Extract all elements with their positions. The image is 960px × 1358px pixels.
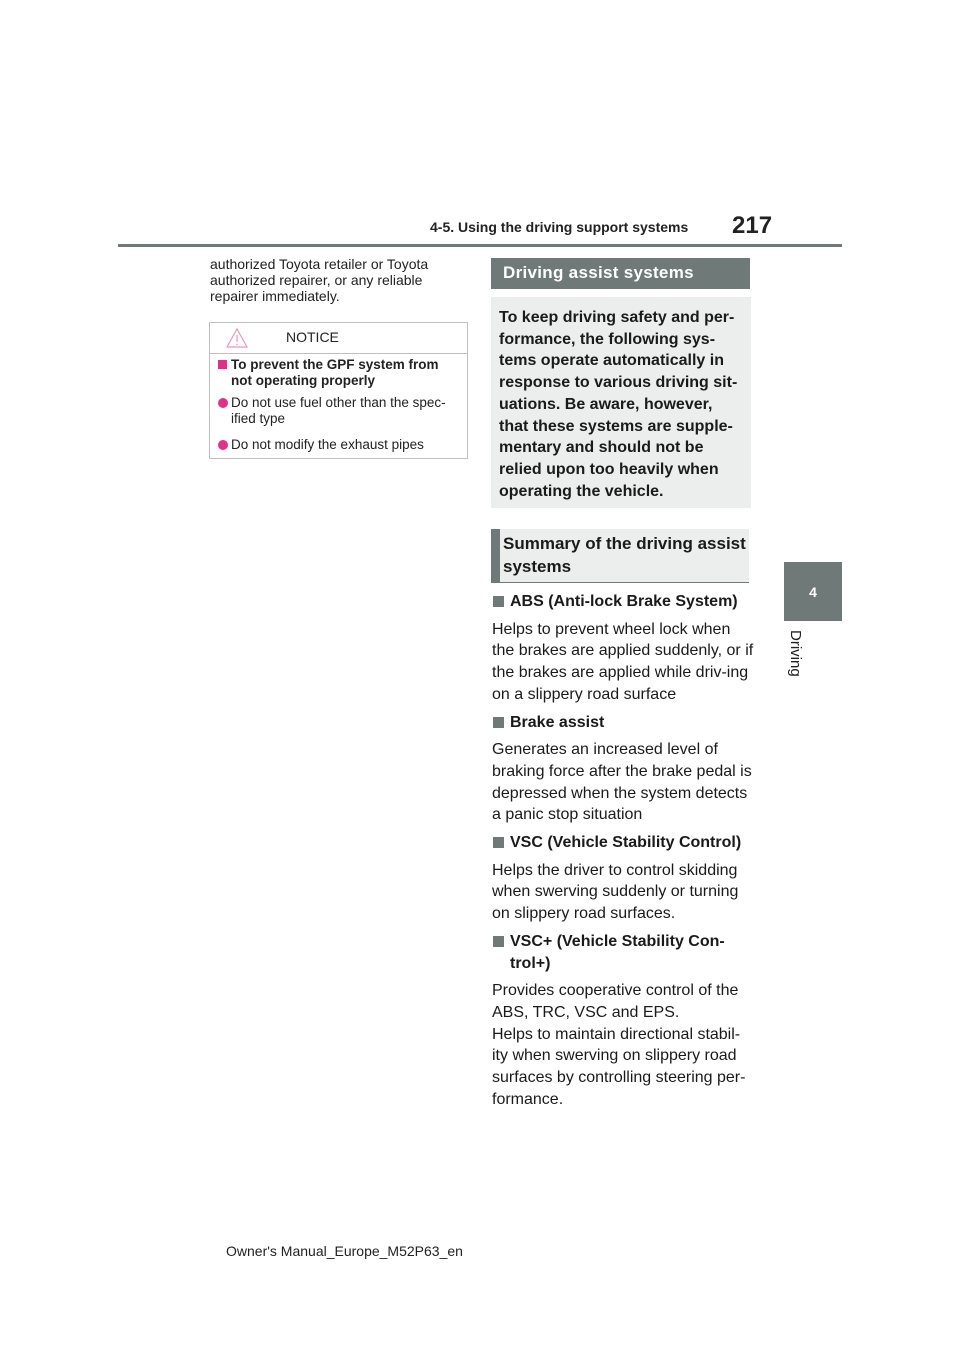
item-description: Helps to prevent wheel lock when the brakes are applied suddenly, or if the brakes are applied while driv-ing on a slippery road surface [492,620,754,703]
notice-heading [218,357,457,389]
continued-text: authorized Toyota retailer or Toyota authorized repairer, or any reliable repairer immediately. [210,256,429,304]
notice-heading-text: To prevent the GPF system from not operating properly [231,357,439,388]
section-heading: Driving assist systems [491,258,750,289]
item-title-text: VSC+ (Vehicle Stability Con-trol+) [510,932,725,972]
summary-heading: Summary of the driving assist systems [491,529,749,583]
page-number: 217 [732,212,773,239]
chapter-tab [784,562,842,621]
item-title-text: Brake assist [510,713,605,731]
warning-triangle-icon [226,328,248,348]
notice-title: NOTICE [286,329,339,345]
list-item [492,591,754,706]
list-item [492,712,754,827]
item-title-text: ABS (Anti-lock Brake System) [510,593,738,610]
footer-text: Owner's Manual_Europe_M52P63_en [226,1243,463,1259]
item-title [492,591,754,613]
item-title [492,931,754,974]
item-description: Generates an increased level of braking force after the brake pedal is depressed when the system detects a panic stop situation [492,741,752,824]
list-item [492,931,754,1111]
square-bullet-icon [218,360,227,369]
header-section-title: 4-5. Using the driving support systems [430,219,689,235]
notice-header [210,323,467,354]
square-bullet-icon [493,717,504,728]
chapter-number: 4 [809,583,817,600]
notice-body [210,354,467,453]
item-title [492,712,754,734]
item-description: Helps the driver to control skidding when swerving suddenly or turning on slippery road surfaces. [492,861,739,923]
item-description: Provides cooperative control of the ABS, TRC, VSC and EPS. Helps to maintain directional stabil-ity when swerving on slippery road surfaces by controlling steering per-formance. [492,982,746,1108]
notice-bullet [218,437,457,453]
circle-bullet-icon [218,440,228,450]
square-bullet-icon [493,936,504,947]
square-bullet-icon [493,596,504,607]
notice-box [209,322,468,459]
square-bullet-icon [493,837,504,848]
list-item [492,832,754,925]
intro-box: To keep driving safety and per-formance, the following sys-tems operate automatically in response to various driving sit-uations. Be aware, however, that these systems are supple-mentary and should not be relied upon too heavily when operating the vehicle. [491,297,751,508]
item-title [492,832,754,854]
notice-bullet-text: Do not use fuel other than the spec-ified type [231,395,446,426]
chapter-label: Driving [787,630,804,677]
circle-bullet-icon [218,398,228,408]
notice-bullet [218,395,457,427]
item-title-text: VSC (Vehicle Stability Control) [510,834,742,852]
systems-list [492,591,754,1116]
notice-bullet-text: Do not modify the exhaust pipes [231,437,424,452]
header-divider [118,244,842,247]
